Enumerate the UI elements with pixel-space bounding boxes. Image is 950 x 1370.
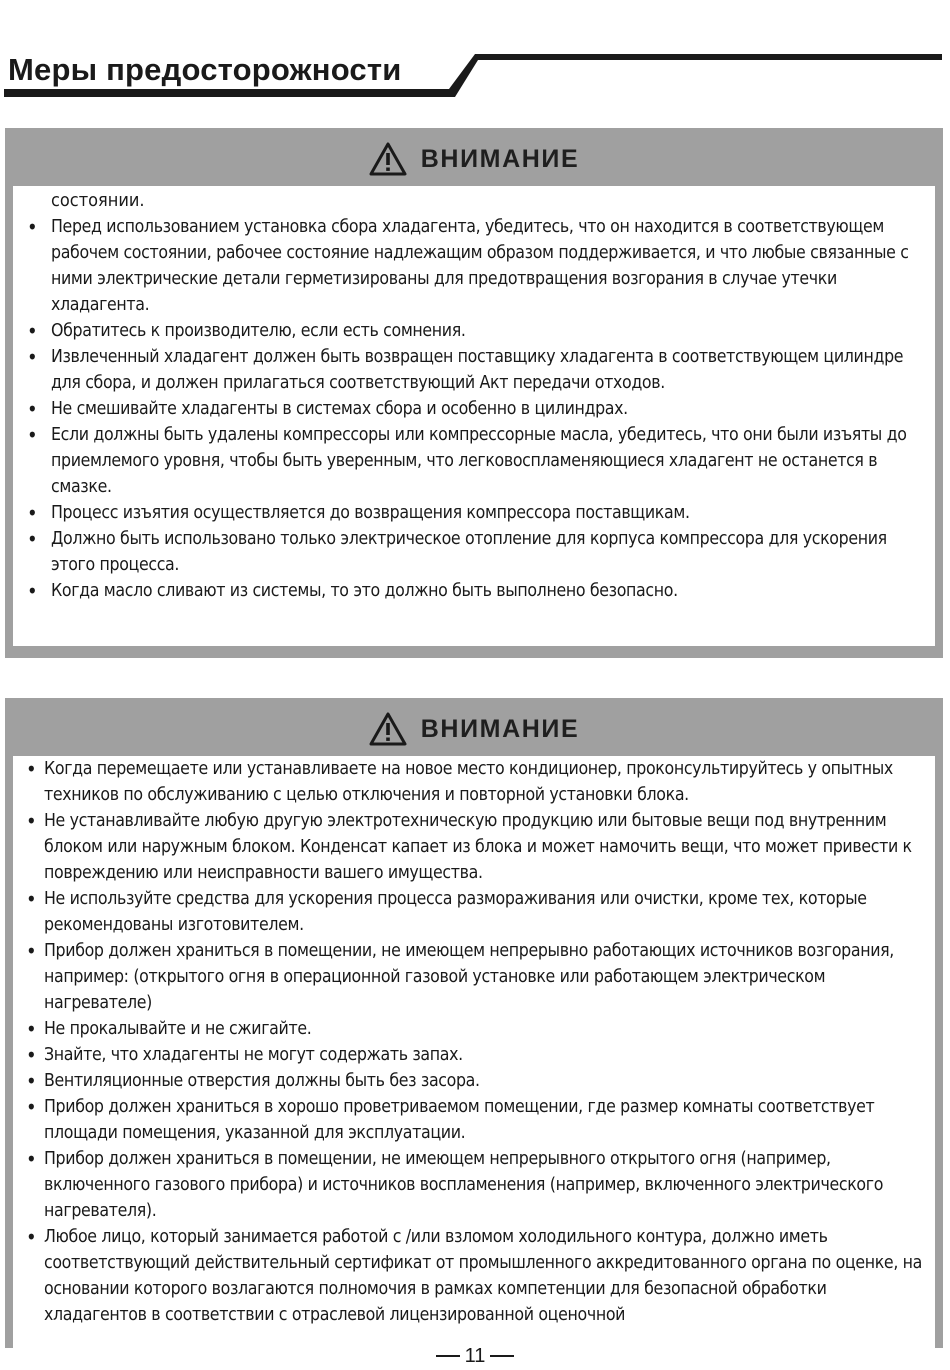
list-item: • Прибор должен храниться в хорошо проветриваемом помещении, где размер комнаты соответствует площади помещения, указанной для эксплуатации. xyxy=(13,1094,935,1146)
list-item: • Извлеченный хладагент должен быть возвращен поставщику хладагента в соответствующем цилиндре для сбора, и должен прилагаться соответствующий Акт передачи отходов. xyxy=(13,344,935,396)
page-header xyxy=(0,0,950,110)
panel-body xyxy=(13,756,935,1348)
list-item: • Когда масло сливают из системы, то это должно быть выполнено безопасно. xyxy=(13,578,935,604)
list-item: • Процесс изъятия осуществляется до возвращения компрессора поставщикам. xyxy=(13,500,935,526)
list-item: • Знайте, что хладагенты не могут содержать запах. xyxy=(13,1042,935,1068)
footer-dash-left xyxy=(436,1355,460,1357)
list-item: • Прибор должен храниться в помещении, не имеющем непрерывно работающих источников возгорания, например: (открытого огня в операционной газовой установке или работающем электрическом нагревателе) xyxy=(13,938,935,1016)
panel-title: ВНИМАНИЕ xyxy=(420,714,580,743)
list-item: • Не используйте средства для ускорения процесса размораживания или очистки, кроме тех, которые рекомендованы изготовителем. xyxy=(13,886,935,938)
footer-dash-right xyxy=(490,1355,514,1357)
panel-title: ВНИМАНИЕ xyxy=(420,144,580,173)
caution-list xyxy=(13,756,935,1328)
panel-body xyxy=(13,186,935,646)
list-item: • Перед использованием установка сбора хладагента, убедитесь, что он находится в соответствующем рабочем состоянии, рабочее состояние надлежащим образом поддерживается, и что любые связанные с ними электрические детали герметизированы для предотвращения возгорания в случае утечки хладагента. xyxy=(13,214,935,318)
list-item: • Любое лицо, который занимается работой с /или взломом холодильного контура, должно иметь соответствующий действительный сертификат от промышленного аккредитованного органа по оценке, на основании которого возлагаются полномочия в рамках компетенции для безопасной обработки хладагентов в соответствии с отраслевой лицензированной оценочной xyxy=(13,1224,935,1328)
caution-panel-1 xyxy=(5,128,943,658)
list-item: • Вентиляционные отверстия должны быть без засора. xyxy=(13,1068,935,1094)
list-item: • Прибор должен храниться в помещении, не имеющем непрерывного открытого огня (например, включенного газового прибора) и источников воспламенения (например, включенного электрического нагревателя). xyxy=(13,1146,935,1224)
page-footer xyxy=(0,1343,950,1369)
list-item: • Не смешивайте хладагенты в системах сбора и особенно в цилиндрах. xyxy=(13,396,935,422)
list-item: • Не прокалывайте и не сжигайте. xyxy=(13,1016,935,1042)
page-number: 11 xyxy=(464,1344,486,1367)
panel-header xyxy=(5,128,943,186)
list-item: • Если должны быть удалены компрессоры или компрессорные масла, убедитесь, что они были изъяты до приемлемого уровня, чтобы быть уверенным, что легковоспламеняющиеся хладагент не останется в смазке. xyxy=(13,422,935,500)
warning-triangle-icon xyxy=(369,142,407,176)
caution-panel-2 xyxy=(5,698,943,1348)
panel-header xyxy=(5,698,943,756)
list-item: • Должно быть использовано только электрическое отопление для корпуса компрессора для ускорения этого процесса. xyxy=(13,526,935,578)
page-title: Меры предосторожности xyxy=(8,52,402,87)
list-item: • Не устанавливайте любую другую электротехническую продукцию или бытовые вещи под внутренним блоком или наружным блоком. Конденсат капает из блока и может намочить вещи, что может привести к повреждению или неисправности вашего имущества. xyxy=(13,808,935,886)
caution-list xyxy=(13,214,935,604)
continued-text: состоянии. xyxy=(51,190,145,211)
list-item: • Обратитесь к производителю, если есть сомнения. xyxy=(13,318,935,344)
list-item: • Когда перемещаете или устанавливаете на новое место кондиционер, проконсультируйтесь у опытных техников по обслуживанию с целью отключения и повторной установки блока. xyxy=(13,756,935,808)
warning-triangle-icon xyxy=(369,712,407,746)
